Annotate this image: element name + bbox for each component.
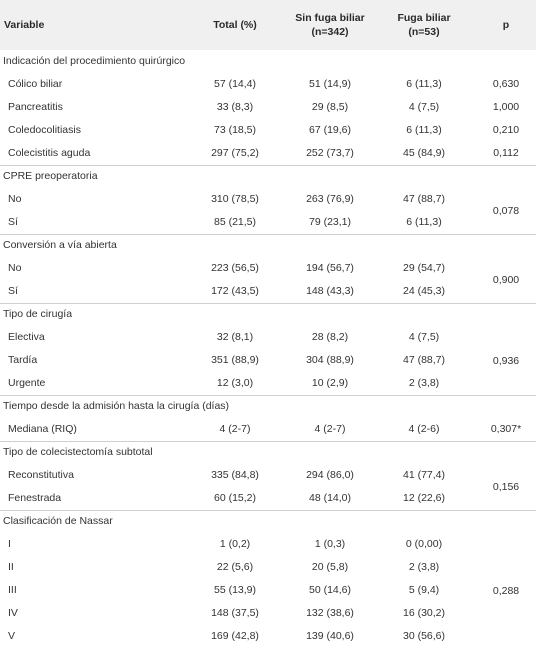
header-variable: Variable [4,19,45,31]
table-row [0,326,536,349]
section-title: CPRE preoperatoria [3,170,98,182]
row-label: Sí [8,216,18,228]
cell-total: 4 (2-7) [219,423,251,435]
row-label: Electiva [8,331,45,343]
cell-total: 335 (84,8) [211,469,259,481]
cell-fuga: 4 (7,5) [408,331,440,343]
section-row [0,234,536,257]
table-row [0,211,536,234]
table-row [0,96,536,119]
cell-total: 310 (78,5) [211,193,259,205]
cell-sin-fuga: 194 (56,7) [306,262,354,274]
cell-fuga: 2 (3,8) [408,377,440,389]
cell-sin-fuga: 252 (73,7) [306,147,354,159]
cell-total: 297 (75,2) [211,147,259,159]
table-row [0,602,536,625]
cell-sin-fuga: 4 (2-7) [314,423,346,435]
row-label: Coledocolitiasis [8,124,81,136]
row-label: Pancreatitis [8,101,63,113]
cell-sin-fuga: 148 (43,3) [306,285,354,297]
row-label: III [8,584,17,596]
cell-sin-fuga: 79 (23,1) [308,216,352,228]
row-label: No [8,262,22,274]
cell-total: 223 (56,5) [211,262,259,274]
cell-total: 73 (18,5) [213,124,257,136]
table-row [0,257,536,280]
section-title: Tipo de colecistectomía subtotal [3,446,153,458]
cell-fuga: 30 (56,6) [402,630,446,642]
cell-total: 172 (43,5) [211,285,259,297]
cell-fuga: 6 (11,3) [406,216,442,228]
section-row [0,50,536,73]
section-p-value: 0,156 [492,481,520,493]
cell-total: 12 (3,0) [216,377,254,389]
section-title: Tipo de cirugía [3,308,73,320]
row-label: Sí [8,285,18,297]
section-title: Conversión a vía abierta [3,239,117,251]
row-label: Urgente [8,377,46,389]
row-label: Reconstitutiva [8,469,74,481]
table-row [0,188,536,211]
section-title: Indicación del procedimiento quirúrgico [3,55,186,67]
table-row [0,119,536,142]
cell-fuga: 24 (45,3) [402,285,446,297]
cell-p: 1,000 [492,101,520,113]
table-row [0,142,536,165]
cell-fuga: 16 (30,2) [402,607,446,619]
section-row [0,441,536,464]
cell-total: 57 (14,4) [213,78,257,90]
cell-fuga: 5 (9,4) [408,584,440,596]
cell-sin-fuga: 28 (8,2) [311,331,349,343]
table-row [0,533,536,556]
cell-sin-fuga: 67 (19,6) [308,124,352,136]
cell-fuga: 45 (84,9) [402,147,446,159]
table-row [0,464,536,487]
cell-sin-fuga: 1 (0,3) [314,538,346,550]
cell-total: 60 (15,2) [213,492,257,504]
header-sin-fuga-line1: Sin fuga biliar [295,12,365,24]
section-row [0,303,536,326]
cell-fuga: 6 (11,3) [406,124,442,136]
table-row [0,372,536,395]
cell-sin-fuga: 132 (38,6) [306,607,354,619]
section-p-value: 0,900 [492,274,520,286]
row-label: Tardía [8,354,38,366]
cell-sin-fuga: 50 (14,6) [308,584,352,596]
cell-sin-fuga: 139 (40,6) [306,630,354,642]
section-p-value: 0,288 [492,584,520,597]
cell-fuga: 6 (11,3) [406,78,442,90]
cell-total: 169 (42,8) [211,630,259,642]
cell-sin-fuga: 263 (76,9) [306,193,354,205]
cell-sin-fuga: 51 (14,9) [308,78,352,90]
table-row [0,625,536,648]
cell-total: 32 (8,1) [216,331,254,343]
row-label: Colecistitis aguda [8,147,91,159]
cell-total: 351 (88,9) [211,354,259,366]
cell-p: 0,307* [490,423,522,435]
table-row [0,349,536,372]
header-sin-fuga [288,0,372,50]
header-fuga-line1: Fuga biliar [397,12,451,24]
row-label: V [8,630,16,642]
table-row [0,579,536,602]
cell-fuga: 29 (54,7) [402,262,446,274]
header-sin-fuga-line2: (n=342) [311,26,349,38]
cell-fuga: 47 (88,7) [402,193,446,205]
cell-sin-fuga: 10 (2,9) [311,377,349,389]
section-row [0,510,536,533]
cell-total: 33 (8,3) [216,101,254,113]
cell-fuga: 12 (22,6) [402,492,446,504]
table-row [0,280,536,303]
cell-p: 0,630 [492,78,520,90]
cell-total: 55 (13,9) [213,584,257,596]
cell-total: 22 (5,6) [216,561,254,573]
header-fuga-line2: (n=53) [408,26,440,38]
cell-sin-fuga: 29 (8,5) [311,101,349,113]
row-label: IV [8,607,18,619]
cell-p: 0,210 [492,124,520,136]
cell-sin-fuga: 20 (5,8) [311,561,349,573]
cell-total: 148 (37,5) [211,607,259,619]
header-fuga [388,0,460,50]
row-label: No [8,193,22,205]
header-total: Total (%) [213,19,257,31]
cell-fuga: 2 (3,8) [408,561,440,573]
section-title: Clasificación de Nassar [3,515,113,527]
cell-fuga: 47 (88,7) [402,354,446,366]
row-label: Fenestrada [8,492,62,504]
row-label: Mediana (RIQ) [8,423,77,435]
cell-fuga: 4 (2-6) [408,423,440,435]
row-label: Cólico biliar [8,78,63,90]
section-title: Tiempo desde la admisión hasta la cirugía (días) [3,400,230,412]
table-row [0,556,536,579]
table-row [0,418,536,441]
row-label: II [8,561,14,573]
cell-total: 1 (0,2) [219,538,251,550]
table-row [0,73,536,96]
cell-total: 85 (21,5) [213,216,257,228]
cell-sin-fuga: 304 (88,9) [306,354,354,366]
cell-sin-fuga: 294 (86,0) [306,469,354,481]
cell-p: 0,112 [493,147,519,159]
cell-fuga: 4 (7,5) [408,101,440,113]
cell-fuga: 0 (0,00) [405,538,443,550]
section-row [0,395,536,418]
table-row [0,487,536,510]
section-p-value: 0,078 [492,205,520,217]
header-p: p [502,19,510,31]
row-label: I [8,538,11,550]
table-header [0,0,536,50]
section-p-value: 0,936 [492,354,520,367]
cell-sin-fuga: 48 (14,0) [308,492,352,504]
cell-fuga: 41 (77,4) [402,469,446,481]
section-row [0,165,536,188]
